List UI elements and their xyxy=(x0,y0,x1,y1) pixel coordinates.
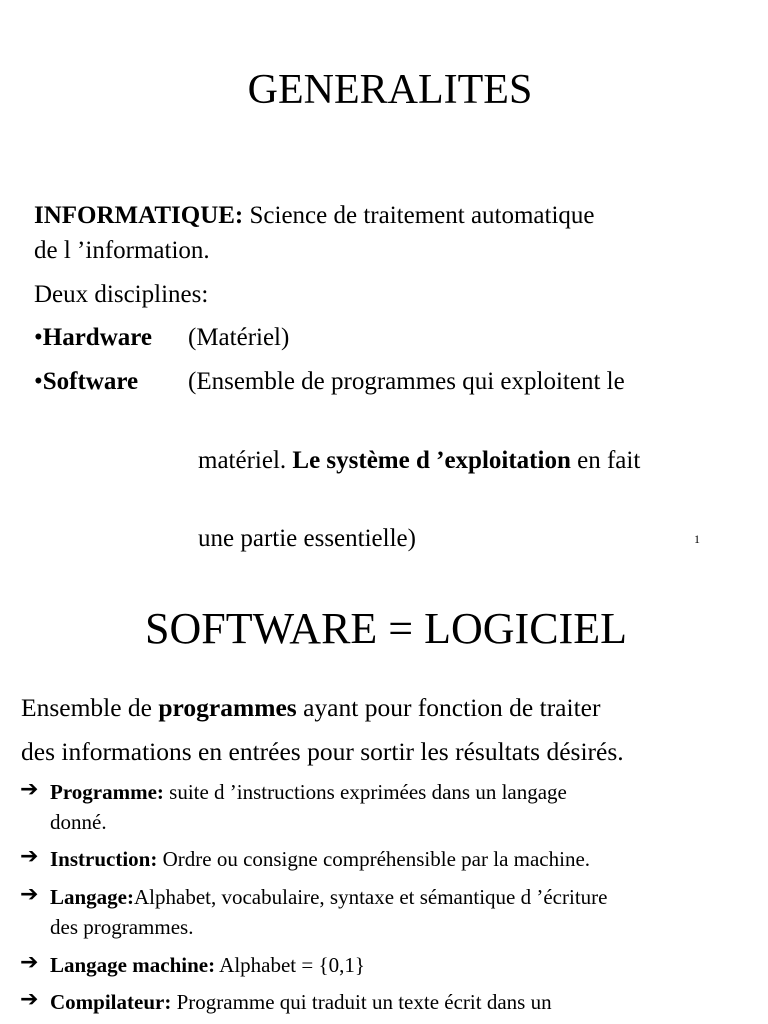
definition-term: INFORMATIQUE: xyxy=(34,202,244,229)
list-item-programme xyxy=(50,779,567,805)
intro-term: programmes xyxy=(158,693,297,722)
list-item-langage-machine xyxy=(50,952,365,978)
software-description-1: (Ensemble de programmes qui exploitent le xyxy=(188,368,625,395)
list-item-langage xyxy=(50,884,607,910)
bullet: • xyxy=(34,368,43,395)
software-term: Software xyxy=(42,368,139,395)
arrow-icon: ➔ xyxy=(20,844,39,869)
item-text: Alphabet, vocabulaire, syntaxe et sémantique d ’écriture xyxy=(134,885,608,909)
item-text: Programme qui traduit un texte écrit dans un xyxy=(171,990,552,1014)
item-term: Instruction: xyxy=(50,847,158,871)
definition-line-2: de l ’information. xyxy=(34,237,210,264)
list-item-instruction xyxy=(50,846,590,872)
intro-text-c: ayant pour fonction de traiter xyxy=(296,693,601,722)
intro-line-1 xyxy=(21,693,600,723)
list-item-programme-cont: donné. xyxy=(50,810,107,834)
software-description-2a: matériel. xyxy=(198,447,293,474)
hardware-description: (Matériel) xyxy=(188,324,290,351)
disciplines-heading: Deux disciplines: xyxy=(34,281,209,308)
item-term: Langage: xyxy=(50,885,134,909)
software-description-2 xyxy=(198,446,640,476)
definition-line xyxy=(34,201,595,231)
os-term: Le système d ’exploitation xyxy=(292,447,571,474)
intro-text-a: Ensemble de xyxy=(21,693,159,722)
software-item xyxy=(34,367,138,397)
page-number: 1 xyxy=(694,532,700,546)
intro-line-2: des informations en entrées pour sortir les résultats désirés. xyxy=(21,737,624,766)
item-term: Programme: xyxy=(50,780,164,804)
item-text: Alphabet = {0,1} xyxy=(215,953,365,977)
arrow-icon: ➔ xyxy=(20,987,39,1012)
bullet: • xyxy=(34,324,43,351)
arrow-icon: ➔ xyxy=(20,882,39,907)
list-item-langage-cont: des programmes. xyxy=(50,915,194,939)
slide2-title: SOFTWARE = LOGICIEL xyxy=(145,604,627,653)
item-term: Langage machine: xyxy=(50,953,216,977)
list-item-compilateur xyxy=(50,989,552,1015)
hardware-term: Hardware xyxy=(42,324,153,351)
software-description-3: une partie essentielle) xyxy=(198,525,416,552)
arrow-icon: ➔ xyxy=(20,777,39,802)
item-term: Compilateur: xyxy=(50,990,172,1014)
item-text: Ordre ou consigne compréhensible par la machine. xyxy=(157,847,591,871)
software-description-2c: en fait xyxy=(570,447,641,474)
definition-text: Science de traitement automatique xyxy=(243,202,595,229)
item-text: suite d ’instructions exprimées dans un langage xyxy=(163,780,567,804)
arrow-icon: ➔ xyxy=(20,950,39,975)
slide1-title: GENERALITES xyxy=(247,67,533,113)
hardware-item xyxy=(34,323,152,353)
